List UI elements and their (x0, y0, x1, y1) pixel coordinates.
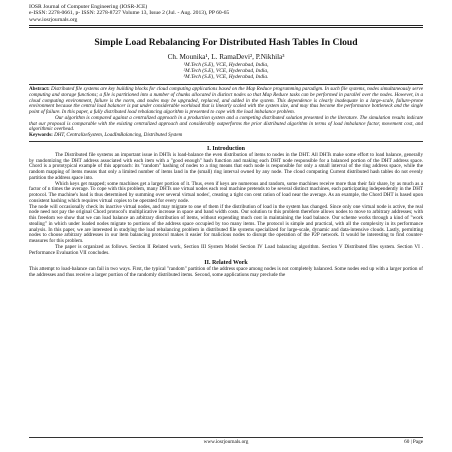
affiliation-line: ²M.Tech (S.E), VCE, Hyderabad, India, (183, 68, 269, 75)
journal-issn: e-ISSN: 2278-0661, p- ISSN: 2278-8727 Volume 13, Issue 2 (Jul. - Aug. 2013), PP 60-65 (29, 10, 230, 17)
abstract-block (29, 84, 423, 142)
abstract-text: Distributed file systems are key building blocks for cloud computing applications based on the Map Reduce programming paradigm. In such file systems, nodes simultaneously serve computing and storage functions; a file is partitioned into a number of chunks allocated in distinct nodes so that Map Reduce tasks can be performed in parallel over the nodes. However, in a cloud computing environment, failure is the norm, and nodes may be upgraded, replaced, and added in the system. This dependence is clearly inadequate in a large-scale, failure-prone environment because the central load balancer is put under considerable workload that is linearly scaled with the system size, and may thus become the performance bottleneck and the single point of failure. In this paper, a fully distributed load rebalancing algorithm is presented to cope with the load imbalance problem. (29, 86, 423, 116)
abstract-paragraph-2: Our algorithm is compared against a centralized approach in a production system and a competing distributed solution presented in the literature. The simulation results indicate that our proposal is comparable with the existing centralized approach and considerably outperforms the prior distributed algorithm in terms of load imbalance factor, movement cost, and algorithmic overhead. (29, 114, 423, 133)
body-paragraph: This attempt to load-balance can fail in two ways. First, the typical "random" partition of the address space among nodes is not completely balanced. Some nodes end up with a larger portion of the addresses and thus receive a larger portion of the randomly distributed items. Second, some applications may preclude the (29, 266, 423, 279)
page-footer (29, 437, 423, 445)
affiliation-line: ³M.Tech (S.E), VCE, Hyderabad, India. (183, 74, 269, 81)
footer-url: www.iosrjournals.org (203, 439, 249, 445)
footer-page-number: 60 | Page (404, 439, 423, 445)
body-paragraph: The Distributed file systems an important issue in DHTs is load-balance the even distribution of items to nodes in the DHT. All DHTs make some effort to load balance, generally by randomizing the DHT address associated with each item with a "good enough" hash function and making each DHT node responsible for a balanced portion of the DHT address space. Chord is a prototypical example of this approach: its "random" hashing of nodes to a ring means that each node is responsible for only a small interval of the ring address space, while the random mapping of items means that only a limited number of items land in the (small) ring interval owned by any node. The cloud computing Current distributed hash tables do not evenly partition the address space into. (29, 151, 423, 181)
abstract-paragraph (29, 87, 423, 116)
paper-title: Simple Load Rebalancing For Distributed Hash Tables In Cloud (94, 37, 358, 49)
journal-site: www.iosrjournals.org (29, 16, 78, 23)
section-heading-introduction: I. Introduction (207, 145, 245, 152)
body-paragraph: The node will occasionally check its inactive virtual nodes, and may migrate to one of them if the distribution of load in the system has changed. Since only one virtual node is active, the real node need not pay the original Chord protocol's multiplicative increase in space and band width costs. Our solution to this problem therefore allows nodes to move to arbitrary addresses; with this freedom we show that we can load balance an arbitrary distribution of items, without expending much cost in maintaining the load balance. Our scheme works through a kind of "work stealing" in which under loaded nodes migrate to portions of the address space occupied by too many items. The protocol is simple and practical, with all the complexity in its performance analysis. In this paper, we are interested in studying the load rebalancing problem in distributed file systems specialized for large-scale, dynamic and data-intensive clouds. Lastly, permitting nodes to choose arbitrary addresses in our item balancing protocol makes it easier for malicious nodes to disrupt the operation of the P2P network. It would be interesting to find counter-measures for this problem. (29, 203, 423, 245)
affiliation-line: ¹M.Tech (S.E), VCE, Hyderabad, India, (183, 62, 269, 69)
body-paragraph: Which keys get mapped; some machines get a larger portion of it. Thus, even if keys are numerous and random, some machines receive more than their fair share, by as much as a factor of n times the average. To cope with this problem, many DHTs use virtual nodes each real machine pretends to be several distinct machines, each participating independently in the DHT protocol. The machine's load is thus determined by summing over several virtual nodes', creating a tight con cent ration of load near the average. As an example, the Chord DHT is based upon consistent hashing which requires virtual copies to be operated for every node. (29, 180, 423, 204)
paper-authors: Ch. Mounika¹, L. RamaDevi², P.Nikhila³ (167, 53, 285, 62)
body-paragraph: The paper is organized as follows. Section II Related work, Section III System Model Section IV Load balancing algorithm. Section V Distributed files system. Section VI . Performance Evaluation VII concludes. (29, 243, 423, 256)
journal-header (29, 4, 423, 23)
journal-name: IOSR Journal of Computer Engineering (IOSR-JCE) (29, 4, 148, 10)
introduction-body (29, 153, 423, 257)
related-work-body (29, 267, 423, 279)
section-heading-related-work: II. Related Work (204, 260, 248, 267)
author-affiliations (29, 62, 423, 80)
keywords-label: Keywords: (29, 132, 53, 139)
header-rule (29, 25, 423, 28)
keywords-text: DHT, CentralizeSystem, LoadImBalancing, Distributed System (54, 132, 183, 139)
keywords-line (29, 133, 423, 139)
abstract-label: Abstract: (29, 86, 50, 93)
